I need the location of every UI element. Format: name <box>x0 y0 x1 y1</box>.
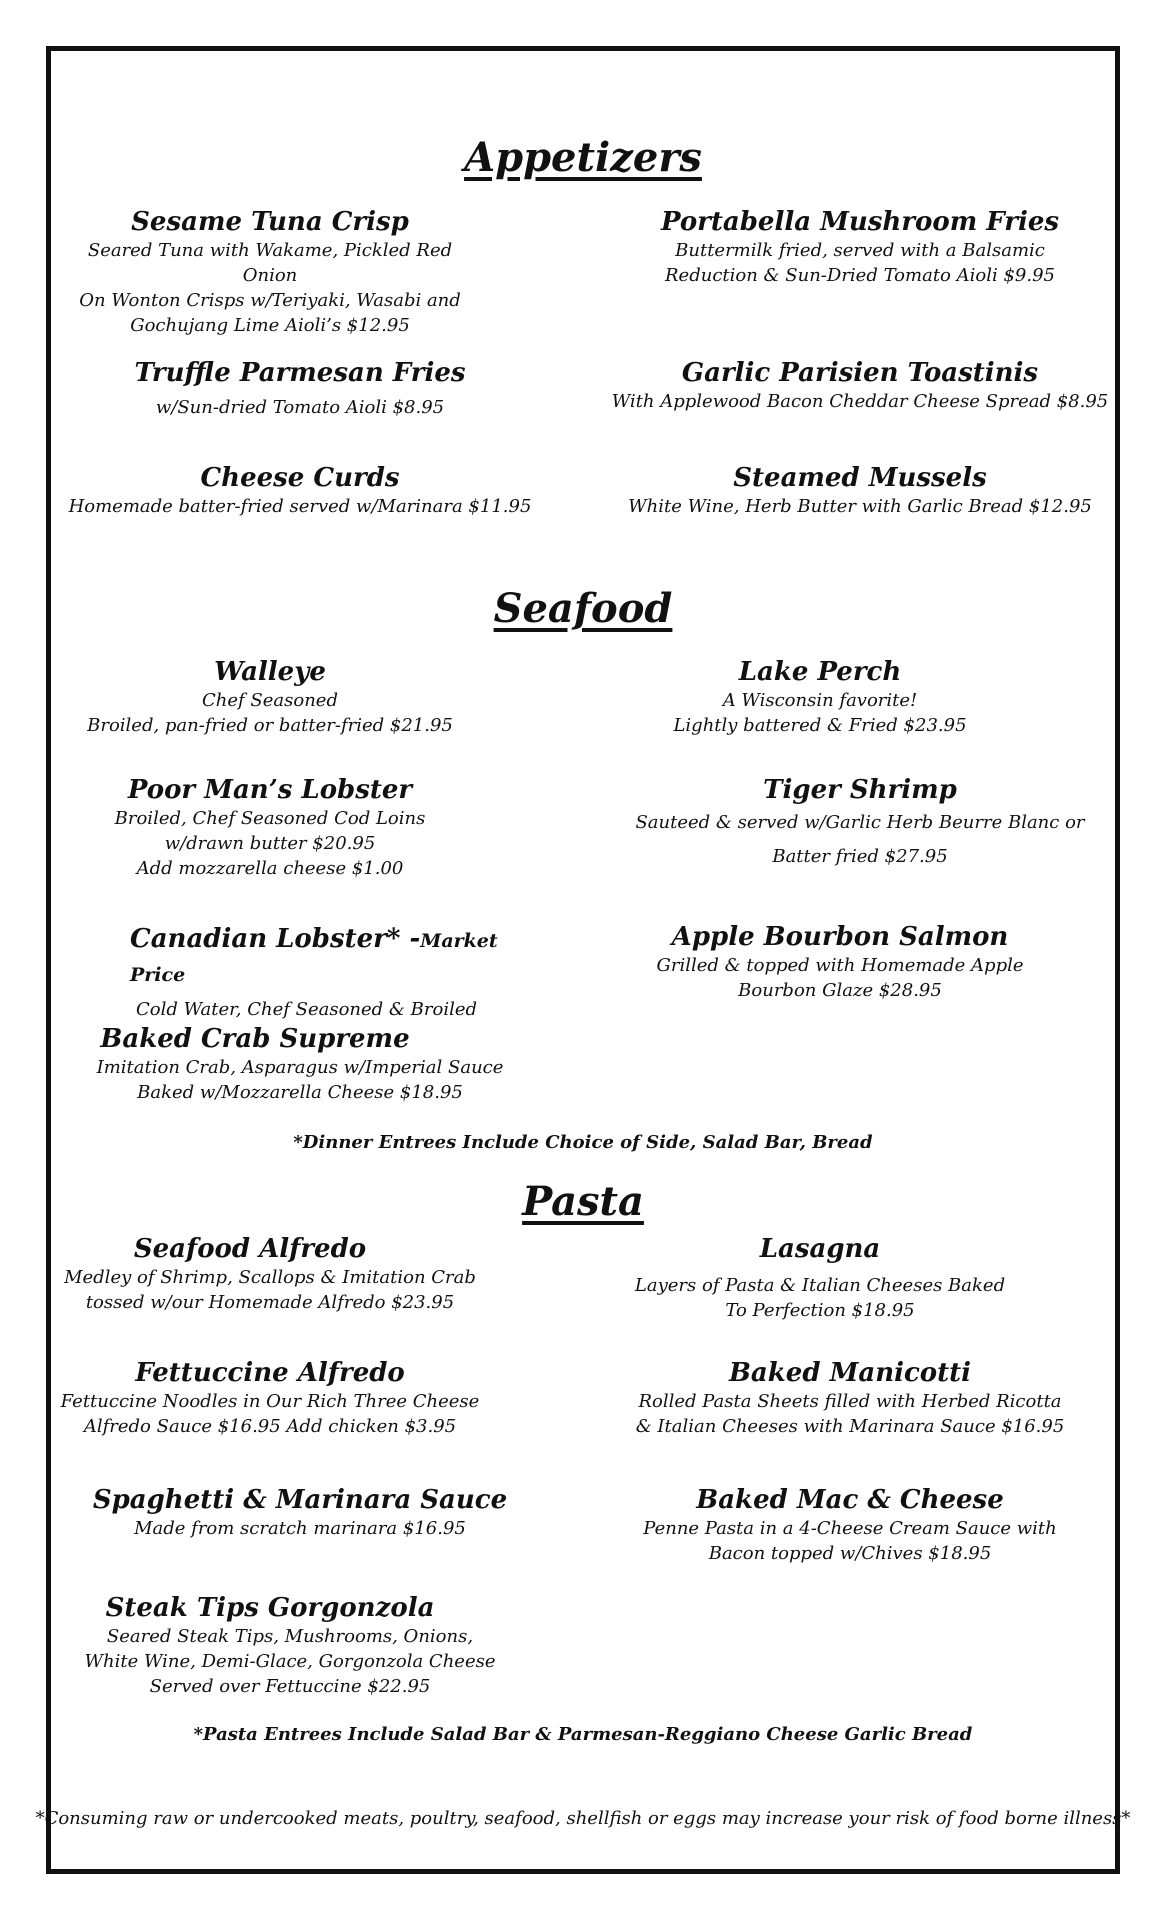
menu-item-baked-crab-supreme <box>90 1023 510 1105</box>
menu-item-garlic-parisien-toastinis <box>600 357 1120 414</box>
menu-item-baked-mac-and-cheese <box>600 1484 1100 1566</box>
item-description: Fettuccine Noodles in Our Rich Three Cheese Alfredo Sauce $16.95 Add chicken $3.95 <box>60 1391 480 1437</box>
item-description: Penne Pasta in a 4-Cheese Cream Sauce with Bacon topped w/Chives $18.95 <box>643 1518 1057 1564</box>
item-description: Broiled, Chef Seasoned Cod Loins w/drawn butter $20.95 Add mozzarella cheese $1.00 <box>114 808 426 879</box>
menu-item-walleye <box>60 656 480 738</box>
item-description: Medley of Shrimp, Scallops & Imitation Crab tossed w/our Homemade Alfredo $23.95 <box>64 1267 476 1313</box>
item-name: Walleye <box>214 657 326 687</box>
item-description: Made from scratch marinara $16.95 <box>134 1518 466 1539</box>
food-safety-disclaimer: *Consuming raw or undercooked meats, poultry, seafood, shellfish or eggs may increase your risk of food borne illness* <box>35 1808 1131 1829</box>
item-name: Fettuccine Alfredo <box>135 1358 405 1388</box>
menu-item-apple-bourbon-salmon <box>600 921 1080 1003</box>
item-name: Tiger Shrimp <box>763 775 957 805</box>
item-description: Rolled Pasta Sheets filled with Herbed Ricotta & Italian Cheeses with Marinara Sauce $16.95 <box>635 1391 1065 1437</box>
menu-item-seafood-alfredo <box>60 1233 480 1315</box>
item-name: Poor Man’s Lobster <box>127 775 413 805</box>
item-name: Cheese Curds <box>200 463 400 493</box>
menu-item-canadian-lobster <box>70 923 550 1022</box>
item-description: Layers of Pasta & Italian Cheeses Baked To Perfection $18.95 <box>634 1275 1006 1321</box>
item-name: Lasagna <box>759 1234 881 1264</box>
item-description: A Wisconsin favorite! Lightly battered & Fried $23.95 <box>673 690 967 736</box>
item-description: With Applewood Bacon Cheddar Cheese Spread $8.95 <box>611 391 1109 412</box>
pasta-heading: Pasta <box>522 1178 644 1225</box>
item-name: Baked Crab Supreme <box>100 1024 410 1054</box>
item-name: Portabella Mushroom Fries <box>660 207 1060 237</box>
item-description: Seared Steak Tips, Mushrooms, Onions, White Wine, Demi-Glace, Gorgonzola Cheese Served over Fettuccine $22.95 <box>84 1626 496 1697</box>
seafood-heading: Seafood <box>493 585 673 632</box>
item-name: Steak Tips Gorgonzola <box>105 1593 435 1623</box>
menu-item-poor-mans-lobster <box>60 774 480 881</box>
item-name: Canadian Lobster* - <box>130 924 421 954</box>
item-description: Homemade batter-fried served w/Marinara $11.95 <box>68 496 532 517</box>
menu-item-baked-manicotti <box>600 1357 1100 1439</box>
market-price-label: Market Price <box>130 930 498 986</box>
menu-item-steamed-mussels <box>600 462 1120 519</box>
item-description: Buttermilk fried, served with a Balsamic Reduction & Sun-Dried Tomato Aioli $9.95 <box>665 240 1055 286</box>
menu-item-lake-perch <box>600 656 1040 738</box>
menu-item-portabella-mushroom-fries <box>600 206 1120 288</box>
pasta-entrees-note: *Pasta Entrees Include Salad Bar & Parmesan-Reggiano Cheese Garlic Bread <box>193 1724 973 1745</box>
item-name: Garlic Parisien Toastinis <box>681 358 1039 388</box>
item-name: Truffle Parmesan Fries <box>134 358 466 388</box>
menu-item-tiger-shrimp <box>600 774 1120 874</box>
menu-item-fettuccine-alfredo <box>60 1357 480 1439</box>
menu-item-truffle-parmesan-fries <box>60 357 540 420</box>
item-description: w/Sun-dried Tomato Aioli $8.95 <box>155 397 445 418</box>
item-description: Chef Seasoned Broiled, pan-fried or batter-fried $21.95 <box>87 690 453 736</box>
menu-item-sesame-tuna-crisp <box>60 206 480 338</box>
item-name: Sesame Tuna Crisp <box>131 207 409 237</box>
item-name: Baked Mac & Cheese <box>696 1485 1004 1515</box>
item-name: Steamed Mussels <box>733 463 987 493</box>
item-description: Grilled & topped with Homemade Apple Bourbon Glaze $28.95 <box>656 955 1024 1001</box>
menu-item-cheese-curds <box>60 462 540 519</box>
appetizers-heading: Appetizers <box>464 134 702 181</box>
dinner-entrees-note: *Dinner Entrees Include Choice of Side, Salad Bar, Bread <box>293 1132 873 1153</box>
item-description: White Wine, Herb Butter with Garlic Bread $12.95 <box>628 496 1092 517</box>
item-name: Spaghetti & Marinara Sauce <box>92 1485 508 1515</box>
item-name: Apple Bourbon Salmon <box>671 922 1009 952</box>
item-description: Cold Water, Chef Seasoned & Broiled <box>136 999 478 1020</box>
item-description: Sauteed & served w/Garlic Herb Beurre Blanc or Batter fried $27.95 <box>635 812 1085 867</box>
item-description: Seared Tuna with Wakame, Pickled Red Onion On Wonton Crisps w/Teriyaki, Wasabi and Gochujang Lime Aioli’s $12.95 <box>79 240 461 336</box>
item-name: Lake Perch <box>738 657 902 687</box>
menu-item-lasagna <box>600 1233 1040 1323</box>
item-name: Seafood Alfredo <box>133 1234 367 1264</box>
menu-item-steak-tips-gorgonzola <box>60 1592 520 1699</box>
item-description: Imitation Crab, Asparagus w/Imperial Sauce Baked w/Mozzarella Cheese $18.95 <box>96 1057 504 1103</box>
menu-item-spaghetti-marinara <box>60 1484 540 1541</box>
item-name: Baked Manicotti <box>728 1358 972 1388</box>
